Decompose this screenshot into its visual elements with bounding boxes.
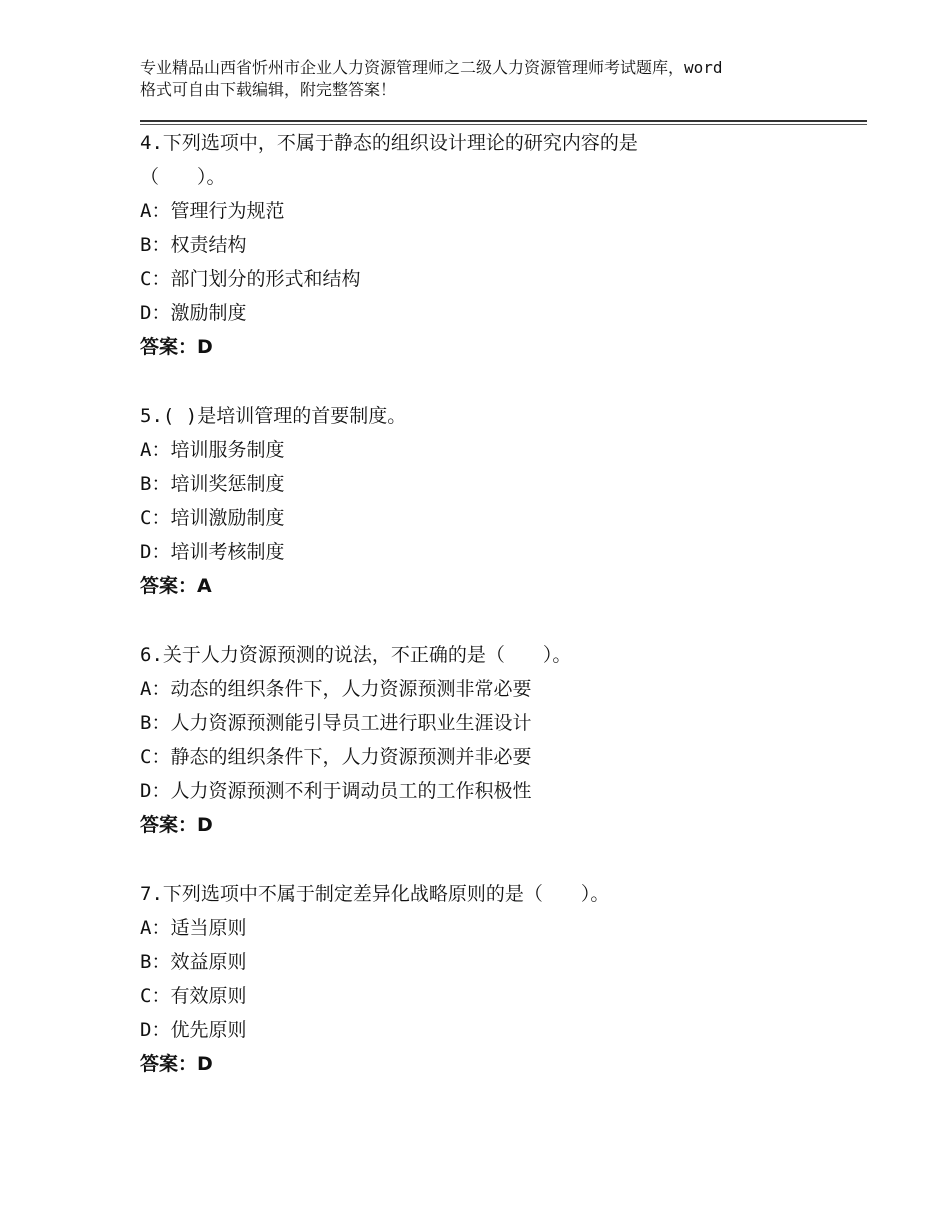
option-c: C：静态的组织条件下，人力资源预测并非必要 (140, 746, 532, 768)
option-d: D：激励制度 (140, 302, 247, 324)
option-b: B：人力资源预测能引导员工进行职业生涯设计 (140, 712, 532, 734)
option-a: A：培训服务制度 (140, 439, 285, 461)
header-divider-thin (140, 124, 867, 125)
answer: 答案：D (140, 814, 213, 836)
answer: 答案：D (140, 336, 213, 358)
answer: 答案：A (140, 575, 212, 597)
option-d: D：人力资源预测不利于调动员工的工作积极性 (140, 780, 532, 802)
option-d: D：培训考核制度 (140, 541, 285, 563)
option-d: D：优先原则 (140, 1019, 247, 1041)
option-a: A：动态的组织条件下，人力资源预测非常必要 (140, 678, 532, 700)
option-b: B：权责结构 (140, 234, 247, 256)
answer: 答案：D (140, 1053, 213, 1075)
question-7 (140, 877, 840, 1081)
option-c: C：部门划分的形式和结构 (140, 268, 361, 290)
question-6 (140, 638, 840, 842)
option-b: B：效益原则 (140, 951, 247, 973)
question-stem: 5.( )是培训管理的首要制度。 (140, 405, 407, 427)
option-c: C：培训激励制度 (140, 507, 285, 529)
option-a: A：管理行为规范 (140, 200, 285, 222)
question-stem-continuation: （ ）。 (140, 166, 226, 188)
option-b: B：培训奖惩制度 (140, 473, 285, 495)
question-stem: 7.下列选项中不属于制定差异化战略原则的是（ ）。 (140, 883, 610, 905)
option-a: A：适当原则 (140, 917, 247, 939)
header-divider-thick (140, 120, 867, 122)
question-stem: 6.关于人力资源预测的说法，不正确的是（ ）。 (140, 644, 572, 666)
question-5 (140, 399, 840, 603)
document-header (140, 57, 840, 101)
header-line-2: 格式可自由下载编辑，附完整答案！ (140, 80, 397, 99)
option-c: C：有效原则 (140, 985, 247, 1007)
question-4 (140, 126, 840, 364)
question-stem: 4.下列选项中，不属于静态的组织设计理论的研究内容的是 (140, 132, 638, 154)
header-line-1: 专业精品山西省忻州市企业人力资源管理师之二级人力资源管理师考试题库，word (140, 58, 723, 77)
